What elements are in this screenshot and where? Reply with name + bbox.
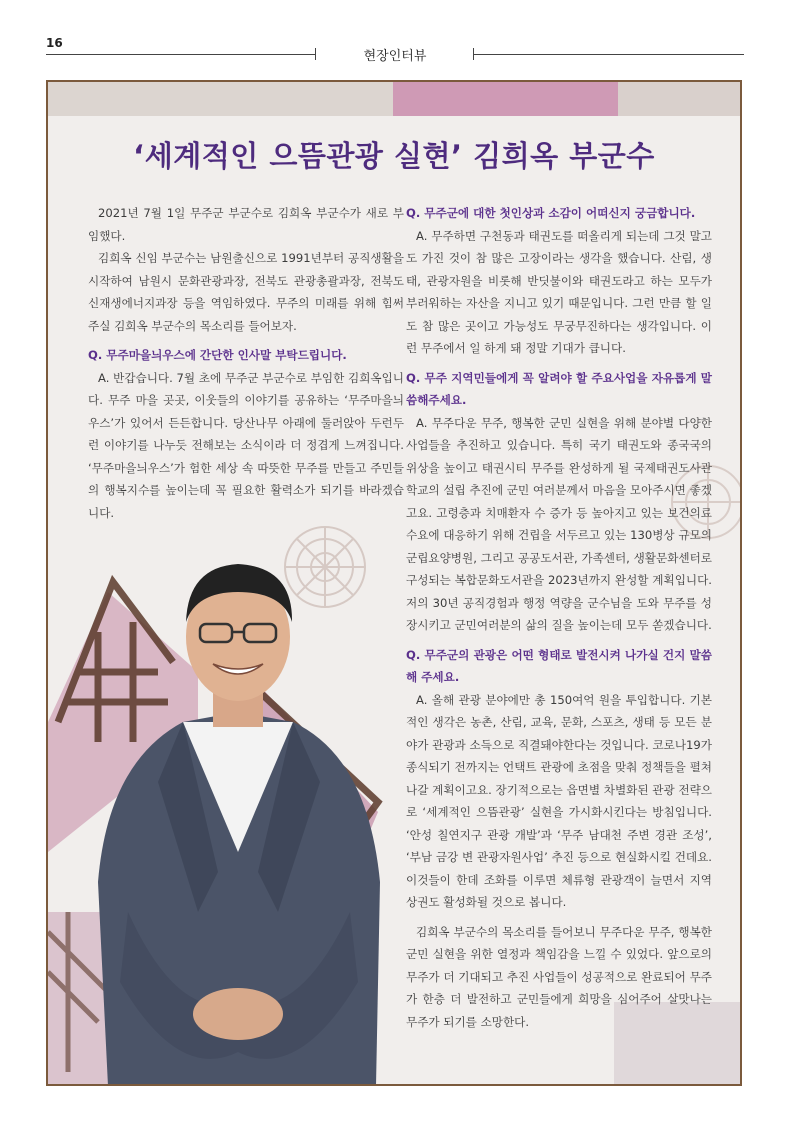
question-heading: Q. 무주마을늬우스에 간단한 인사말 부탁드립니다. — [88, 348, 347, 362]
torn-paper-strip — [48, 82, 393, 116]
page-number: 16 — [46, 36, 63, 50]
answer-paragraph: A. 무주다운 무주, 행복한 군민 실현을 위해 분야별 다양한 사업들을 추진하고 있습니다. 특히 국기 태권도와 종국국의 위상을 높이고 태권시티 무주를 완성하게 될 국제태권도사관학교의 설립 추진에 군민 여러분께서 마음을 모아주시면 좋겠고요. 고령층과 치매환자 수 증가 등 높아지고 있는 보건의료 수요에 대응하기 위해 건립을 서두르고 있는 130병상 규모의 군립요양병원, 그리고 공공도서관, 가족센터, 생활문화센터로 구성되는 복합문화도서관을 2023년까지 완성할 계획입니다. 저의 30년 공직경험과 행정 역량을 군수님을 도와 무주를 성장시키고 군민여러분의 삶의 질을 높이는데 모두 쏟겠습니다. — [406, 415, 712, 632]
answer-paragraph: A. 반갑습니다. 7월 초에 무주군 부군수로 부임한 김희옥입니다. 무주 마을 곳곳, 이웃들의 이야기를 공유하는 ‘무주마을늬우스’가 있어서 든든합니다. 당산나무 아래에 둘러앉아 두런두런 이야기를 나누듯 전해보는 소식이라 더 정겹게 느껴집니다. ‘무주마을늬우스’가 험한 세상 속 따뜻한 무주를 만들고 주민들의 행복지수를 높이는데 꼭 필요한 활력소가 되기를 바라겠습니다. — [88, 370, 404, 520]
intro-paragraph: 김희옥 신임 부군수는 남원출신으로 1991년부터 공직생활을 시작하여 남원시 문화관광과장, 전북도 관광총괄과장, 전북도 신재생에너지과장 등을 역임하였다. 무주의 미래를 위해 힘써주실 김희옥 부군수의 목소리를 들어보자. — [88, 251, 404, 333]
intro-paragraph: 2021년 7월 1일 무주군 부군수로 김희옥 부군수가 새로 부임했다. — [88, 206, 404, 243]
header-rule-right — [474, 54, 744, 55]
answer-paragraph: A. 무주하면 구천동과 태권도를 떠올리게 되는데 그것 말고도 가진 것이 참 많은 고장이라는 생각을 했습니다. 산림, 생태, 관광자원을 비롯해 반딧불이와 태권도라고 하는 모두가 부러워하는 자산을 지니고 있기 때문입니다. 그런 만큼 할 일도 참 많은 곳이고 가능성도 무궁무진하다는 생각입니다. 이런 무주에서 일 하게 돼 정말 기대가 큽니다. — [406, 228, 712, 355]
left-column — [88, 202, 404, 524]
article-frame — [46, 80, 742, 1086]
torn-paper-strip-pink — [393, 82, 618, 116]
question-heading: Q. 무주군의 관광은 어떤 형태로 발전시켜 나가실 건지 말씀해 주세요. — [406, 647, 712, 684]
answer-paragraph: A. 올해 관광 분야에만 총 150여억 원을 투입합니다. 기본적인 생각은 농촌, 산림, 교육, 문화, 스포츠, 생태 등 모든 분야가 관광과 소득으로 직결돼야한다는 것입니다. 코로나19가 종식되기 전까지는 언택트 관광에 초점을 맞춰 정책들을 펼쳐나갈 계획이고요. 장기적으로는 읍면별 차별화된 관광 전략으로 ‘세계적인 으뜸관광’ 실현을 가시화시킨다는 방침입니다. ‘안성 칠연지구 관광 개발’과 ‘무주 남대천 주변 경관 조성’, ‘부남 금강 변 관광자원사업’ 추진 등으로 현실화시킬 건데요. 이것들이 한데 조화를 이루면 체류형 관광객이 늘면서 지역 상권도 활성화될 것으로 봅니다. — [406, 692, 712, 909]
closing-paragraph: 김희옥 부군수의 목소리를 들어보니 무주다운 무주, 행복한 군민 실현을 위한 열정과 책임감을 느낄 수 있었다. 앞으로의 무주가 더 기대되고 추진 사업들이 성공적으로 완료되어 무주가 한층 더 발전하고 군민들에게 희망을 심어주어 살맛나는 무주가 되기를 소망한다. — [406, 924, 712, 1029]
section-title: 현장인터뷰 — [363, 49, 427, 64]
question-heading: Q. 무주군에 대한 첫인상과 소감이 어떠신지 궁금합니다. — [406, 206, 696, 220]
header-tick-left — [315, 48, 316, 60]
question-heading: Q. 무주 지역민들에게 꼭 알려야 할 주요사업을 자유롭게 말씀해주세요. — [406, 370, 712, 407]
portrait-photo — [88, 552, 388, 1086]
right-column — [406, 202, 712, 1033]
article-title: ‘세계적인 으뜸관광 실현’ 김희옥 부군수 — [133, 139, 655, 173]
torn-paper-strip — [618, 82, 740, 116]
header-rule-left — [46, 54, 316, 55]
